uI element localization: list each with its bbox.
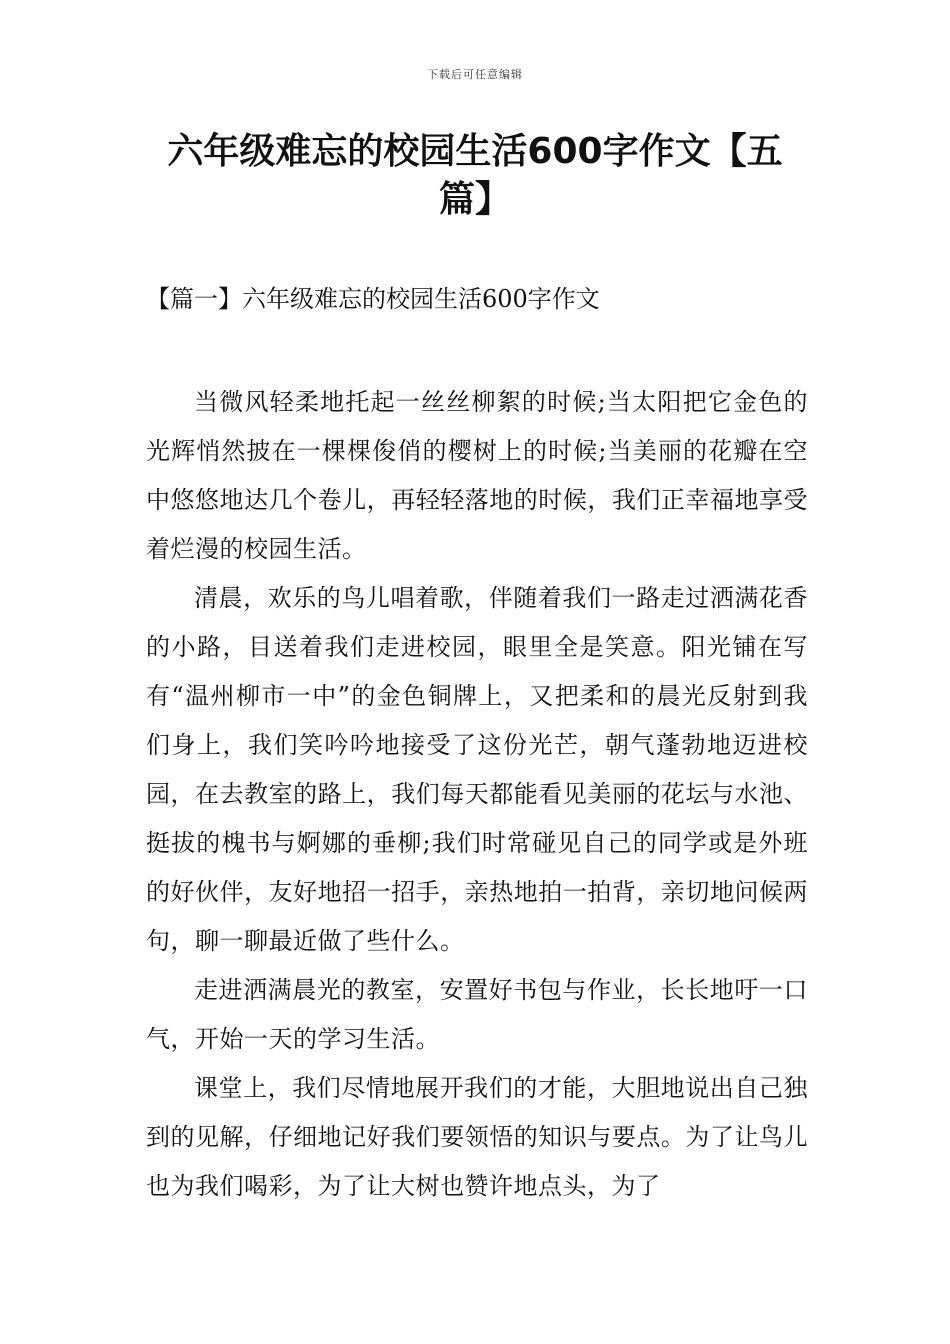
essay-body	[146, 378, 808, 1211]
paragraph: 课堂上，我们尽情地展开我们的才能，大胆地说出自己独到的见解，仔细地记好我们要领悟的知识与要点。为了让鸟儿也为我们喝彩，为了让大树也赞许地点头，为了	[146, 1074, 808, 1200]
paragraph: 清晨，欢乐的鸟儿唱着歌，伴随着我们一路走过洒满花香的小路，目送着我们走进校园，眼里全是笑意。阳光铺在写有“温州柳市一中”的金色铜牌上，又把柔和的晨光反射到我们身上，我们笑吟吟地接受了这份光芒，朝气蓬勃地迈进校园，在去教室的路上，我们每天都能看见美丽的花坛与水池、挺拔的槐书与婀娜的垂柳;我们时常碰见自己的同学或是外班的好伙伴，友好地招一招手，亲热地拍一拍背，亲切地问候两句，聊一聊最近做了些什么。	[146, 584, 808, 955]
document-title: 六年级难忘的校园生活600字作文【五篇】	[167, 131, 783, 220]
paragraph: 走进洒满晨光的教室，安置好书包与作业，长长地吁一口气，开始一天的学习生活。	[146, 976, 808, 1053]
section-heading: 【篇一】六年级难忘的校园生活600字作文	[146, 285, 600, 313]
paragraph: 当微风轻柔地托起一丝丝柳絮的时候;当太阳把它金色的光辉悄然披在一棵棵俊俏的樱树上的时候;当美丽的花瓣在空中悠悠地达几个卷儿，再轻轻落地的时候，我们正幸福地享受着烂漫的校园生活。	[146, 388, 808, 563]
header-note: 下载后可任意编辑	[427, 68, 523, 81]
